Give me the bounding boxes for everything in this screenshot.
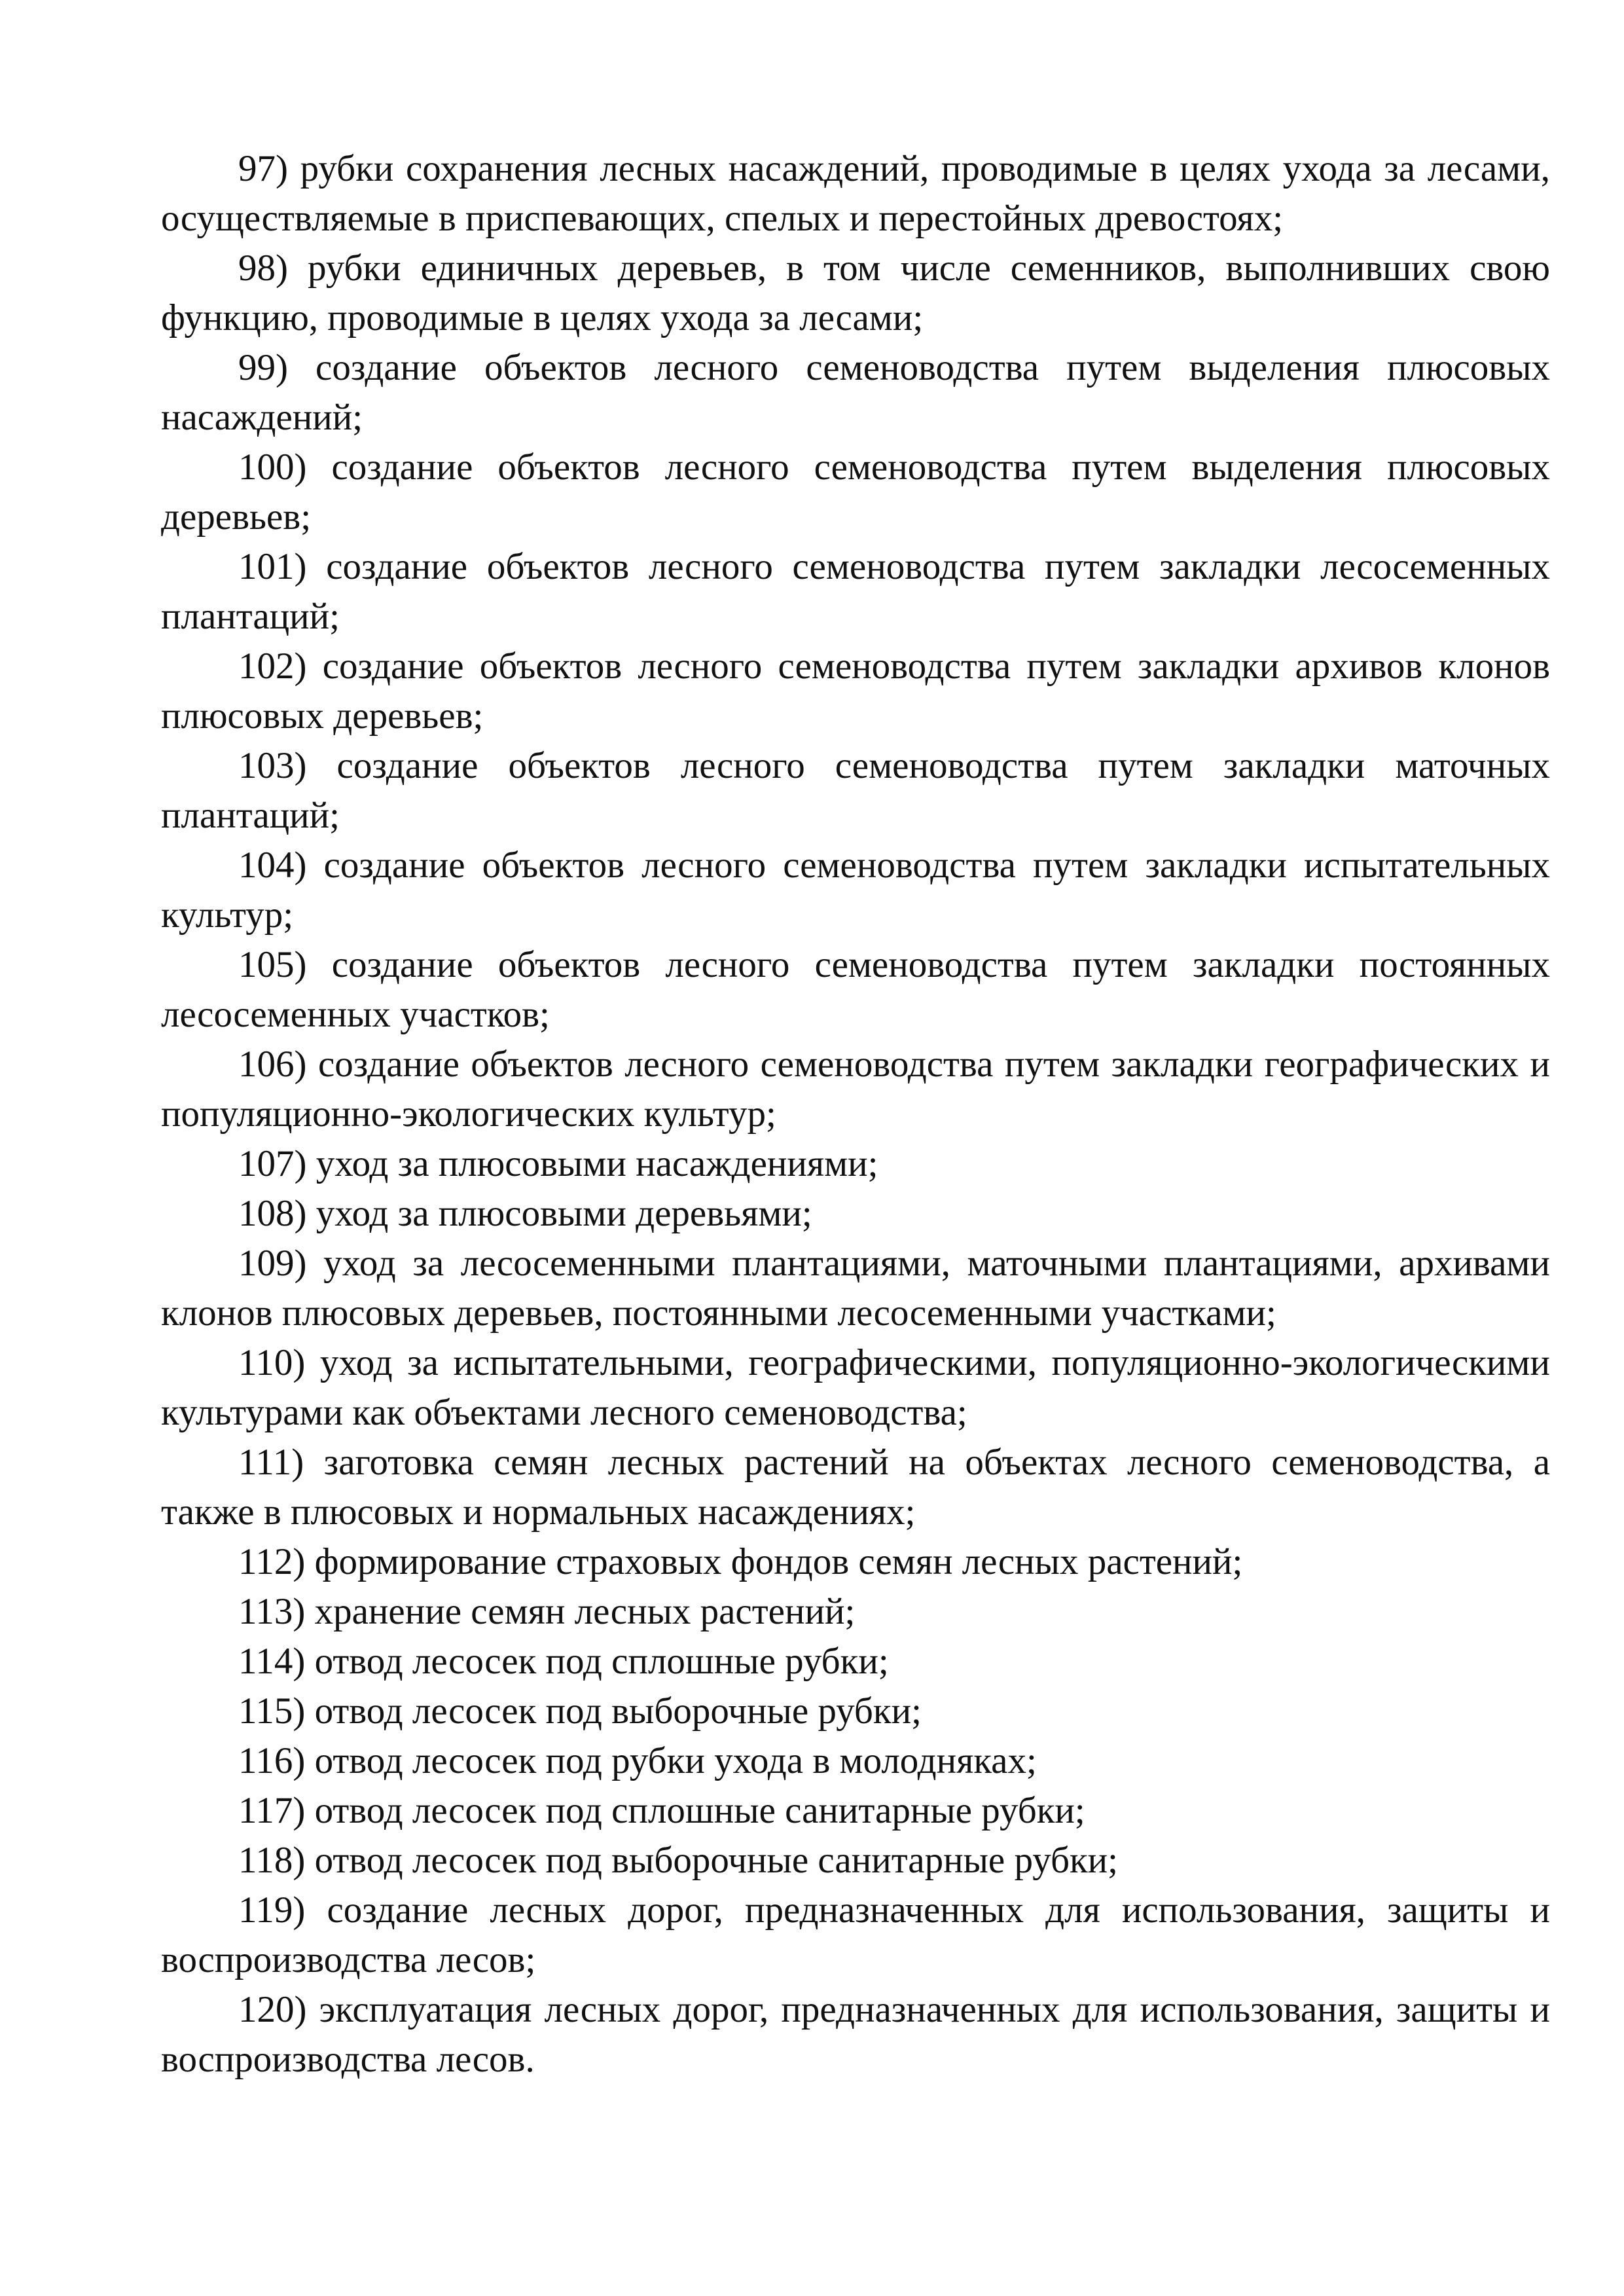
item-text: создание объектов лесного семеноводства путем закладки географических и популяционно-экологических культур; — [161, 1044, 1550, 1135]
list-item — [161, 1139, 1550, 1189]
list-item — [161, 1686, 1550, 1736]
list-item — [161, 1736, 1550, 1786]
item-number: 110) — [238, 1342, 306, 1383]
list-item — [161, 642, 1550, 741]
list-item — [161, 741, 1550, 841]
item-text: уход за плюсовыми насаждениями; — [316, 1143, 878, 1184]
list-item — [161, 443, 1550, 542]
item-number: 106) — [238, 1044, 307, 1085]
item-number: 101) — [238, 546, 307, 587]
item-text: создание объектов лесного семеноводства путем выделения плюсовых деревьев; — [161, 446, 1551, 538]
list-item — [161, 542, 1550, 642]
list-item — [161, 1886, 1550, 1985]
item-text: хранение семян лесных растений; — [314, 1591, 856, 1632]
list-item — [161, 1836, 1550, 1886]
item-text: уход за лесосеменными плантациями, маточными плантациями, архивами клонов плюсовых деревьев, постоянными лесосеменными участками; — [161, 1243, 1550, 1334]
item-number: 104) — [238, 845, 307, 886]
item-text: заготовка семян лесных растений на объектах лесного семеноводства, а также в плюсовых и нормальных насаждениях; — [161, 1442, 1550, 1533]
item-text: формирование страховых фондов семян лесных растений; — [314, 1541, 1243, 1582]
item-number: 116) — [238, 1740, 306, 1781]
list-item — [161, 144, 1550, 244]
item-text: создание объектов лесного семеноводства путем закладки маточных плантаций; — [161, 745, 1550, 836]
list-item — [161, 1189, 1550, 1239]
item-number: 97) — [238, 148, 288, 189]
list-item — [161, 1040, 1550, 1139]
item-text: создание объектов лесного семеноводства путем закладки архивов клонов плюсовых деревьев; — [161, 646, 1551, 737]
item-number: 100) — [238, 446, 307, 488]
list-item — [161, 841, 1550, 940]
item-number: 102) — [238, 646, 307, 687]
item-text: уход за плюсовыми деревьями; — [316, 1193, 812, 1234]
item-text: создание объектов лесного семеноводства путем выделения плюсовых насаждений; — [161, 347, 1550, 438]
list-item — [161, 1587, 1550, 1637]
list-item — [161, 1239, 1550, 1338]
list-item — [161, 1985, 1550, 2085]
item-number: 103) — [238, 745, 307, 786]
item-number: 115) — [238, 1690, 306, 1732]
item-text: создание объектов лесного семеноводства путем закладки испытательных культур; — [161, 845, 1551, 936]
list-item — [161, 244, 1550, 343]
item-number: 98) — [238, 247, 288, 289]
item-text: уход за испытательными, географическими, популяционно-экологическими культурами как объектами лесного семеноводства; — [161, 1342, 1551, 1433]
item-text: отвод лесосек под выборочные санитарные рубки; — [314, 1840, 1118, 1881]
document-body — [161, 144, 1550, 2085]
list-item — [161, 1786, 1550, 1836]
item-text: создание объектов лесного семеноводства путем закладки постоянных лесосеменных участков; — [161, 944, 1551, 1035]
item-text: рубки сохранения лесных насаждений, проводимые в целях ухода за лесами, осуществляемые в приспевающих, спелых и перестойных древостоях; — [161, 148, 1551, 239]
item-number: 120) — [238, 1989, 307, 2030]
item-number: 108) — [238, 1193, 307, 1234]
list-item — [161, 1438, 1550, 1537]
item-number: 109) — [238, 1243, 307, 1284]
item-number: 105) — [238, 944, 307, 985]
item-number: 117) — [238, 1790, 306, 1831]
item-number: 111) — [238, 1442, 304, 1483]
list-item — [161, 1637, 1550, 1686]
item-text: создание лесных дорог, предназначенных для использования, защиты и воспроизводства лесов; — [161, 1889, 1550, 1980]
list-item — [161, 1338, 1550, 1438]
list-item — [161, 1537, 1550, 1587]
item-number: 112) — [238, 1541, 306, 1582]
item-text: эксплуатация лесных дорог, предназначенных для использования, защиты и воспроизводства лесов. — [161, 1989, 1550, 2080]
list-item — [161, 343, 1550, 443]
list-item — [161, 940, 1550, 1040]
item-number: 113) — [238, 1591, 306, 1632]
item-text: создание объектов лесного семеноводства путем закладки лесосеменных плантаций; — [161, 546, 1550, 637]
item-text: отвод лесосек под сплошные санитарные рубки; — [314, 1790, 1085, 1831]
item-number: 114) — [238, 1641, 306, 1682]
item-text: отвод лесосек под выборочные рубки; — [314, 1690, 922, 1732]
item-number: 118) — [238, 1840, 306, 1881]
item-number: 99) — [238, 347, 288, 388]
item-text: рубки единичных деревьев, в том числе семенников, выполнивших свою функцию, проводимые в целях ухода за лесами; — [161, 247, 1551, 338]
item-number: 107) — [238, 1143, 307, 1184]
item-number: 119) — [238, 1889, 306, 1931]
item-text: отвод лесосек под сплошные рубки; — [314, 1641, 889, 1682]
item-text: отвод лесосек под рубки ухода в молодняках; — [314, 1740, 1037, 1781]
